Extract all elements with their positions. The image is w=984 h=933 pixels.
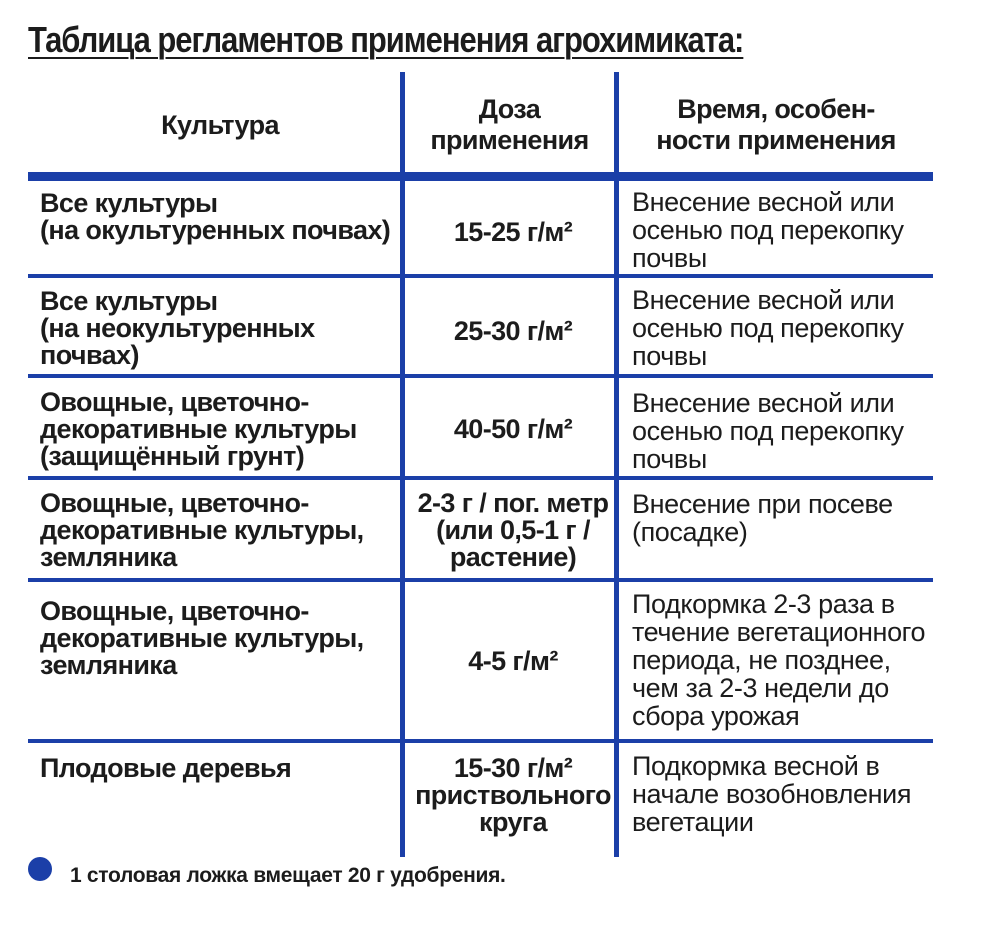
table-cell: Все культуры (на окультуренных почвах) xyxy=(40,188,391,245)
bullet-icon xyxy=(28,857,52,881)
table-row-3-dose xyxy=(408,416,618,443)
table-cell: 4-5 г/м² xyxy=(468,646,558,676)
table-cell: 15-30 г/м² приствольного круга xyxy=(415,753,611,837)
table-row-5-time xyxy=(632,590,932,730)
table-row-6-crop xyxy=(40,755,400,782)
table-cell: 2-3 г / пог. метр (или 0,5-1 г / растение) xyxy=(417,488,609,572)
row-divider-5 xyxy=(28,739,933,743)
table-cell: 40-50 г/м² xyxy=(453,414,573,444)
row-divider-4 xyxy=(28,578,933,582)
table-cell: Все культуры (на неокультуренных почвах) xyxy=(40,286,315,370)
table-cell: Подкормка 2-3 раза в течение вегетационного периода, не позднее, чем за 2-3 недели до сбора урожая xyxy=(632,589,926,731)
table-cell: Внесение при посеве (посадке) xyxy=(632,489,893,547)
table-row-1-dose xyxy=(408,219,618,246)
table-cell: Внесение весной или осенью под перекопку почвы xyxy=(632,285,904,371)
table-row-1-crop xyxy=(40,190,400,244)
footnote: 1 столовая ложка вмещает 20 г удобрения. xyxy=(70,864,506,887)
table-cell: Внесение весной или осенью под перекопку почвы xyxy=(632,388,904,474)
table-cell: Плодовые деревья xyxy=(40,753,292,783)
table-row-6-time xyxy=(632,752,932,836)
table-row-5-crop xyxy=(40,598,400,679)
header-divider xyxy=(28,172,933,181)
table-cell: 25-30 г/м² xyxy=(453,316,573,346)
table-cell: Подкормка весной в начале возобновления вегетации xyxy=(632,751,912,837)
column-header-time xyxy=(619,80,933,170)
table-cell: Овощные, цветочно- декоративные культуры (защищённый грунт) xyxy=(40,387,357,471)
table-row-4-time xyxy=(632,490,932,546)
table-row-3-time xyxy=(632,389,932,473)
table-cell: Внесение весной или осенью под перекопку почвы xyxy=(632,187,904,273)
page-title: Таблица регламентов применения агрохимиката: xyxy=(28,19,744,60)
row-divider-2 xyxy=(28,374,933,378)
column-header-crop-label: Культура xyxy=(161,109,279,140)
table-row-5-dose xyxy=(408,648,618,675)
column-header-dose xyxy=(405,80,614,170)
table-row-2-dose xyxy=(408,318,618,345)
table-cell: Овощные, цветочно- декоративные культуры, земляника xyxy=(40,488,364,572)
column-header-time-label: Время, особен- ности применения xyxy=(656,94,896,155)
table-row-2-crop xyxy=(40,288,400,369)
row-divider-3 xyxy=(28,476,933,480)
table-cell: Овощные, цветочно- декоративные культуры, земляника xyxy=(40,596,364,680)
table-row-2-time xyxy=(632,286,932,370)
column-header-dose-label: Доза применения xyxy=(430,94,589,155)
table-row-4-crop xyxy=(40,490,400,571)
table-row-3-crop xyxy=(40,389,400,470)
table-row-6-dose xyxy=(408,755,618,836)
column-header-crop xyxy=(40,80,400,170)
table-cell: 15-25 г/м² xyxy=(453,217,573,247)
table-row-1-time xyxy=(632,188,932,272)
table-row-4-dose xyxy=(408,490,618,571)
row-divider-1 xyxy=(28,274,933,278)
